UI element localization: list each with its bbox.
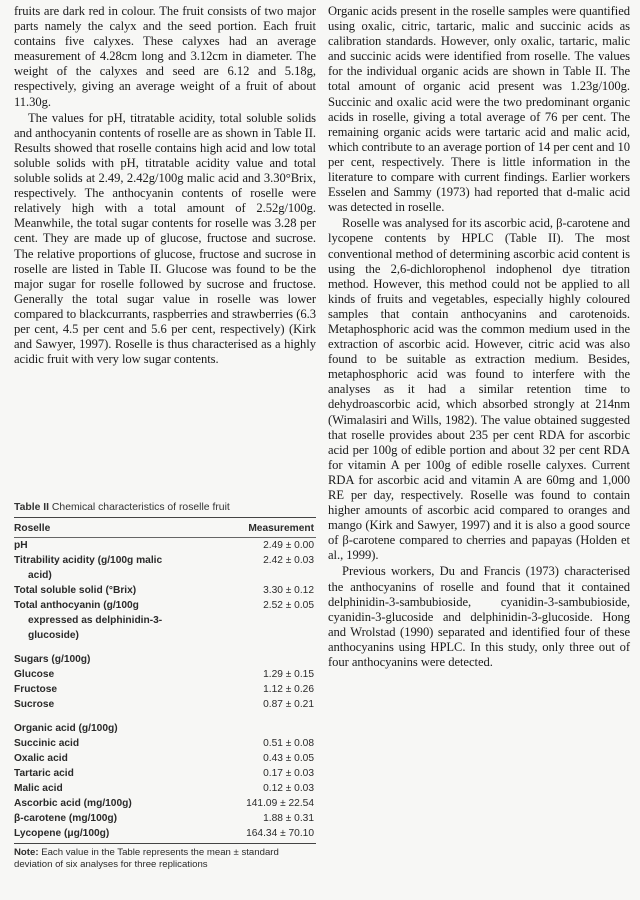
row-label: Total soluble solid (°Brix) [14, 585, 137, 596]
row-label: Succinic acid [14, 738, 80, 749]
paragraph-organic-acids: Organic acids present in the roselle samples were quantified using oxalic, citric, tartaric, malic and succinic acids as calibration standards. However, only oxalic, tartaric, malic and succinic acids were identified from roselle. The values for the individual organic acids are shown in Table II. The total amount of organic acid present was 1.23g/100g. Succinic and oxalic acid were the two predominant organic acids in roselle, giving a total average of 76 per cent. The remaining organic acids were tartaric acid and malic acid, which contribute to an average portion of 14 per cent and 10 per cent, respectively. There is little information in the literature to compare with current findings. Earlier workers Esselen and Sammy (1973) had reported that d-malic acid was detected in roselle. [328, 4, 630, 215]
table-section-row [14, 652, 316, 667]
row-label: pH [14, 540, 28, 551]
table-chemical-characteristics [14, 502, 316, 871]
row-value: 1.88 ± 0.31 [263, 813, 314, 824]
table-caption [14, 502, 316, 518]
table-row [14, 796, 316, 811]
table-caption-text: Chemical characteristics of roselle fruit [51, 502, 230, 513]
table-row [14, 751, 316, 766]
column-header-measurement: Measurement [219, 518, 316, 538]
row-value: 1.29 ± 0.15 [263, 669, 314, 680]
table-row [14, 667, 316, 682]
row-value [219, 652, 316, 667]
row-label: Glucose [14, 669, 55, 680]
table-note-text: Each value in the Table represents the mean ± standard deviation of six analyses for three replications [14, 847, 279, 870]
table-row [14, 811, 316, 826]
table-note-label: Note: [14, 847, 39, 858]
table-row [14, 583, 316, 598]
row-value [219, 568, 316, 583]
table-row [14, 826, 316, 841]
right-column [328, 4, 630, 670]
row-label: Sucrose [14, 699, 55, 710]
row-value: 0.51 ± 0.08 [263, 738, 314, 749]
table-row [14, 628, 316, 643]
table-caption-label: Table II [14, 502, 50, 513]
row-label: Total anthocyanin (g/100g [14, 600, 139, 611]
data-table [14, 518, 316, 841]
row-value: 3.30 ± 0.12 [263, 585, 314, 596]
row-label: Lycopene (μg/100g) [14, 828, 110, 839]
table-section-row [14, 721, 316, 736]
row-value: 164.34 ± 70.10 [246, 828, 314, 839]
table-spacer [14, 643, 316, 652]
row-label: expressed as delphinidin-3- [28, 615, 163, 626]
row-label: Ascorbic acid (mg/100g) [14, 798, 132, 809]
row-label: Titrability acidity (g/100g malic [14, 555, 163, 566]
paragraph-acidity-sugars: The values for pH, titratable acidity, total soluble solids and anthocyanin contents of roselle are as shown in Table II. Results showed that roselle contains high acid and low total soluble solids with pH, titratable acidity value and total soluble solids at 2.49, 2.42g/100g malic acid and 3.30°Brix, respectively. The anthocyanin contents of roselle were relatively high with a total amount of 2.52g/100g. Meanwhile, the total sugar contents for roselle was 3.28 per cent. They are made up of glucose, fructose and sucrose. The relative proportions of glucose, fructose and sucrose in roselle are listed in Table II. Glucose was found to be the major sugar for roselle followed by sucrose and fructose. Generally the total sugar value in roselle was lower compared to blackcurrants, raspberries and strawberries (6.3 per cent, 4.5 per cent and 5.6 per cent, respectively) (Kirk and Sawyer, 1997). Roselle is thus characterised as a highly acidic fruit with very low sugar contents. [14, 110, 316, 367]
row-label: Fructose [14, 684, 58, 695]
paragraph-fruit-description: fruits are dark red in colour. The fruit consists of two major parts namely the calyx and the seed portion. Each fruit contains five calyxes. These calyxes had an average measurement of 4.28cm long and 3.12cm in diameter. The weight of the calyxes and seed are 6.12 and 5.18g, respectively, giving an average weight of a fruit of about 11.30g. [14, 4, 316, 109]
row-value: 0.87 ± 0.21 [263, 699, 314, 710]
left-column [14, 4, 316, 367]
row-label: glucoside) [28, 630, 79, 641]
paragraph-ascorbic-acid: Roselle was analysed for its ascorbic acid, β-carotene and lycopene contents by HPLC (Table II). The most conventional method of determining ascorbic acid content is using the 2,6-dichlorophenol indophenol dye titration method. However, this method could not be applied to all kinds of fruits and vegetables, especially highly coloured samples that contain anthocyanins and carotenoids. Metaphosphoric acid was the common medium used in the extraction of ascorbic acid. However, citric acid was also found to be suitable as extraction medium. Besides, metaphosphoric acid was found to interfere with the analyses as it had a similar retention time to dehydroascorbic acid, which absorbed strongly at 214nm (Wimalasiri and Wills, 1982). The value obtained suggested that roselle provides about 235 per cent RDA for ascorbic acid per 100g of edible portion and about 32 per cent RDA for vitamin A per 100g of edible roselle calyxes. Current RDA for ascorbic acid and vitamin A are 60mg and 1,000 RE per day, respectively. Roselle was found to contain higher amounts of ascorbic acid compared to oranges and mango (Kirk and Sawyer, 1997) and it is also a good source of β-carotene compared to cherries and papayas (Holden et al., 1999). [328, 216, 630, 563]
table-spacer [14, 712, 316, 721]
table-row [14, 598, 316, 613]
row-label: β-carotene (mg/100g) [14, 813, 118, 824]
table-header-row [14, 518, 316, 538]
table-note [14, 843, 316, 871]
table-row [14, 568, 316, 583]
table-row [14, 538, 316, 554]
row-label: Malic acid [14, 783, 63, 794]
column-header-roselle: Roselle [14, 518, 219, 538]
table-row [14, 766, 316, 781]
row-value [219, 613, 316, 628]
row-label: Oxalic acid [14, 753, 68, 764]
row-value: 0.43 ± 0.05 [263, 753, 314, 764]
row-value [219, 628, 316, 643]
row-value: 2.49 ± 0.00 [263, 540, 314, 551]
row-value [219, 721, 316, 736]
table-row [14, 781, 316, 796]
table-row [14, 736, 316, 751]
section-label-organic-acid: Organic acid (g/100g) [14, 723, 118, 734]
row-value: 0.17 ± 0.03 [263, 768, 314, 779]
table-row [14, 682, 316, 697]
table-row [14, 553, 316, 568]
row-value: 141.09 ± 22.54 [246, 798, 314, 809]
row-value: 2.42 ± 0.03 [263, 555, 314, 566]
row-value: 2.52 ± 0.05 [263, 600, 314, 611]
table-row [14, 697, 316, 712]
section-label-sugars: Sugars (g/100g) [14, 654, 91, 665]
row-label: Tartaric acid [14, 768, 74, 779]
row-value: 0.12 ± 0.03 [263, 783, 314, 794]
table-row [14, 613, 316, 628]
paragraph-anthocyanins: Previous workers, Du and Francis (1973) characterised the anthocyanins of roselle and found that it contained delphinidin-3-sambubioside, cyanidin-3-sambubioside, cyanidin-3-glucoside and delphinidin-3-glucoside. Hong and Wrolstad (1990) separated and identified four of these anthocyanins using HPLC. In this study, only three out of four anthocyanins were detected. [328, 564, 630, 670]
row-label: acid) [28, 570, 52, 581]
row-value: 1.12 ± 0.26 [263, 684, 314, 695]
